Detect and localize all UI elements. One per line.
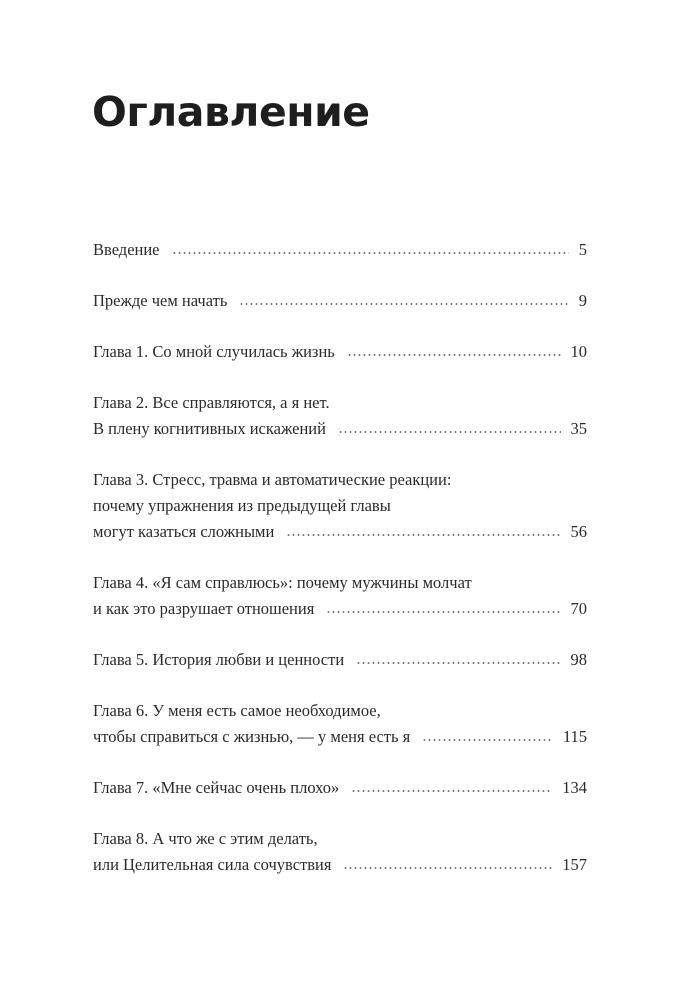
toc-entry-title: Глава 3. Стресс, травма и автоматические реакции: [93, 470, 452, 489]
dot-leader [172, 249, 569, 257]
toc-entry-line [93, 698, 587, 724]
toc-entry[interactable] [93, 390, 587, 442]
toc-entry-title: или Целительная сила сочувствия [93, 855, 332, 874]
toc-entry-line [93, 596, 587, 622]
dot-leader [239, 300, 568, 308]
toc-entry-line [93, 826, 587, 852]
dot-leader [356, 659, 560, 667]
toc-entry[interactable] [93, 339, 587, 365]
toc-entry-line [93, 519, 587, 545]
toc-page-number: 134 [562, 778, 587, 797]
toc-entry-line [93, 237, 587, 263]
toc-entry-title: Глава 6. У меня есть самое необходимое, [93, 701, 381, 720]
dot-leader [286, 531, 560, 539]
dot-leader [351, 787, 552, 795]
toc-entry[interactable] [93, 570, 587, 622]
toc-page-number: 10 [570, 342, 587, 361]
toc-entry-line [93, 493, 587, 519]
toc-entry-title: Введение [93, 240, 160, 259]
toc-entry[interactable] [93, 237, 587, 263]
dot-leader [422, 736, 553, 744]
toc-entry-title: и как это разрушает отношения [93, 599, 315, 618]
toc-entry-line [93, 570, 587, 596]
toc-entry[interactable] [93, 826, 587, 878]
toc-entry[interactable] [93, 467, 587, 545]
toc-entry[interactable] [93, 647, 587, 673]
toc-entry-line [93, 852, 587, 878]
toc-entry-line [93, 647, 587, 673]
toc-entry-title: Глава 5. История любви и ценности [93, 650, 345, 669]
toc-entry[interactable] [93, 288, 587, 314]
toc-entry-title: В плену когнитивных искажений [93, 419, 326, 438]
dot-leader [338, 428, 561, 436]
toc-entry-title: Глава 1. Со мной случилась жизнь [93, 342, 335, 361]
toc-entry[interactable] [93, 775, 587, 801]
toc-entry-title: Глава 4. «Я сам справлюсь»: почему мужчины молчат [93, 573, 472, 592]
toc-page-number: 35 [570, 419, 587, 438]
toc-entry-line [93, 339, 587, 365]
toc-page-number: 5 [578, 240, 587, 259]
toc-entry-title: Прежде чем начать [93, 291, 228, 310]
toc-page-number: 9 [578, 291, 587, 310]
toc-entry-title: Глава 7. «Мне сейчас очень плохо» [93, 778, 340, 797]
toc-page-number: 115 [562, 727, 587, 746]
toc-entry-title: Глава 8. А что же с этим делать, [93, 829, 318, 848]
toc-entry-title: Глава 2. Все справляются, а я нет. [93, 393, 330, 412]
dot-leader [347, 351, 561, 359]
toc-page-number: 157 [562, 855, 587, 874]
toc-page-number: 56 [570, 522, 587, 541]
toc-page-number: 70 [570, 599, 587, 618]
toc-entry-line [93, 467, 587, 493]
toc-entry-title: чтобы справиться с жизнью, — у меня есть я [93, 727, 411, 746]
toc-entry-title: почему упражнения из предыдущей главы [93, 496, 391, 515]
table-of-contents [93, 237, 587, 903]
toc-entry[interactable] [93, 698, 587, 750]
toc-entry-line [93, 775, 587, 801]
page-title: Оглавление [92, 88, 370, 136]
toc-entry-title: могут казаться сложными [93, 522, 275, 541]
toc-entry-line [93, 416, 587, 442]
toc-entry-line [93, 390, 587, 416]
dot-leader [343, 864, 552, 872]
dot-leader [326, 608, 560, 616]
toc-page-number: 98 [570, 650, 587, 669]
toc-entry-line [93, 724, 587, 750]
toc-entry-line [93, 288, 587, 314]
